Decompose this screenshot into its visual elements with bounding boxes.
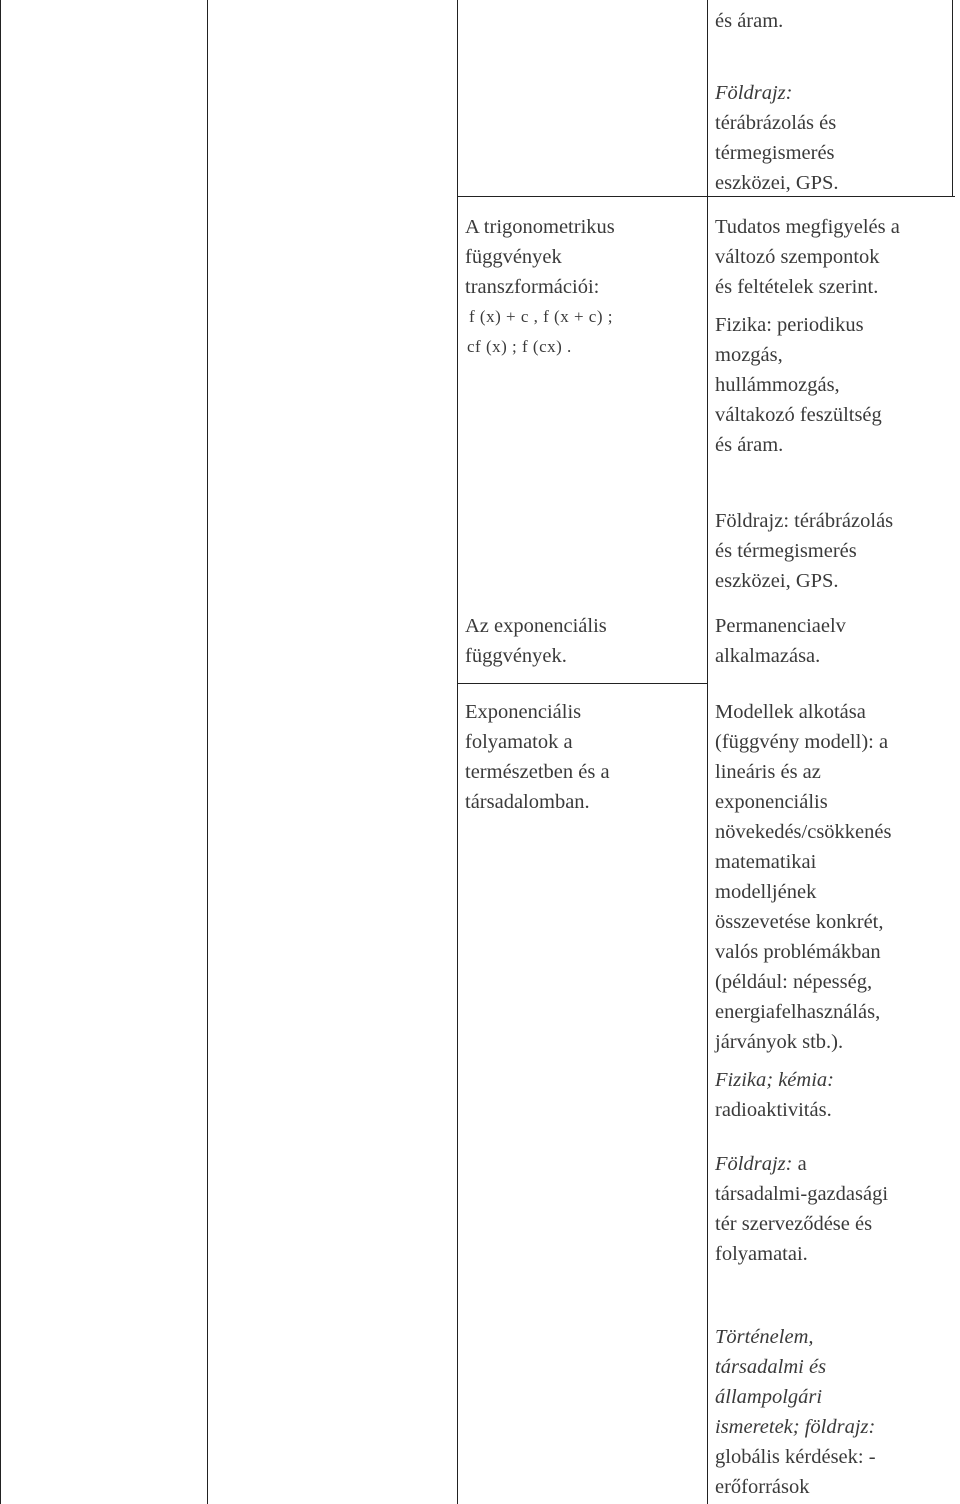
table-divider-3	[707, 0, 708, 1504]
table-border-left	[0, 0, 1, 1504]
row-divider-top	[457, 196, 955, 197]
text-line: A trigonometrikus	[465, 216, 615, 238]
text-line: tér szerveződése és	[715, 1213, 873, 1235]
text-line: összevetése konkrét,	[715, 911, 884, 933]
text-fragment: a	[792, 1153, 807, 1175]
text-line: növekedés/csökkenés	[715, 821, 892, 843]
connections-cell-exp	[715, 611, 891, 1502]
text-line: Modellek alkotása	[715, 701, 866, 723]
text-line: Földrajz: térábrázolás	[715, 510, 894, 532]
text-line: járványok stb.).	[715, 1031, 844, 1053]
text-line: Exponenciális	[465, 701, 582, 723]
subject-label-history: Történelem,	[715, 1326, 814, 1348]
topic-cell-exp-title	[465, 611, 607, 671]
text-line: (például: népesség,	[715, 971, 873, 993]
subject-label-geography: Földrajz:	[715, 1153, 793, 1175]
topic-cell-trig	[465, 212, 615, 362]
row-divider-middle	[457, 683, 707, 684]
text-line: függvények	[465, 246, 562, 268]
text-line: hullámmozgás,	[715, 374, 840, 396]
text-line: energiafelhasználás,	[715, 1001, 881, 1023]
text-line: társadalmi-gazdasági	[715, 1183, 889, 1205]
text-line: és áram.	[715, 434, 784, 456]
text-line: (függvény modell): a	[715, 731, 889, 753]
text-line: Az exponenciális	[465, 615, 607, 637]
text-line: folyamatok a	[465, 731, 573, 753]
text-line: transzformációi:	[465, 276, 600, 298]
text-line: váltakozó feszültség	[715, 404, 882, 426]
text-line: matematikai	[715, 851, 817, 873]
table-divider-1	[207, 0, 208, 1504]
connections-cell-trig	[715, 212, 900, 460]
subject-label-history: állampolgári	[715, 1386, 823, 1408]
text-line: térmegismerés	[715, 142, 835, 164]
text-line: Permanenciaelv	[715, 615, 846, 637]
text-line: eszközei, GPS.	[715, 172, 839, 194]
text-line: társadalomban.	[465, 791, 590, 813]
text-line: és feltételek szerint.	[715, 276, 879, 298]
text-line: modelljének	[715, 881, 817, 903]
text-line: térábrázolás és	[715, 112, 837, 134]
subject-label-history: társadalmi és	[715, 1356, 827, 1378]
topic-cell-exp-processes	[465, 697, 610, 817]
subject-label-physics-chemistry: Fizika; kémia:	[715, 1069, 834, 1091]
connections-cell-top	[715, 6, 839, 198]
table-divider-2	[457, 0, 458, 1504]
text-line: és áram.	[715, 10, 784, 32]
table-border-right	[952, 0, 953, 196]
text-line: lineáris és az	[715, 761, 821, 783]
text-line: eszközei, GPS.	[715, 570, 839, 592]
formula-line: cf (x) ; f (cx) .	[467, 337, 572, 356]
connections-cell-geo	[715, 506, 893, 596]
text-line: függvények.	[465, 645, 567, 667]
text-line: változó szempontok	[715, 246, 880, 268]
text-line: exponenciális	[715, 791, 828, 813]
text-line: és térmegismerés	[715, 540, 857, 562]
text-line: Fizika: periodikus	[715, 314, 864, 336]
subject-label-geography: Földrajz:	[715, 82, 793, 104]
text-line: folyamatai.	[715, 1243, 808, 1265]
text-line: Tudatos megfigyelés a	[715, 216, 900, 238]
text-line: alkalmazása.	[715, 645, 821, 667]
text-line: természetben és a	[465, 761, 610, 783]
text-line: valós problémákban	[715, 941, 881, 963]
text-line: erőforrások	[715, 1476, 810, 1498]
text-line: globális kérdések: -	[715, 1446, 876, 1468]
text-line: radioaktivitás.	[715, 1099, 832, 1121]
text-line: mozgás,	[715, 344, 783, 366]
formula-line: f (x) + c , f (x + c) ;	[469, 307, 613, 326]
subject-label-history: ismeretek; földrajz:	[715, 1416, 876, 1438]
